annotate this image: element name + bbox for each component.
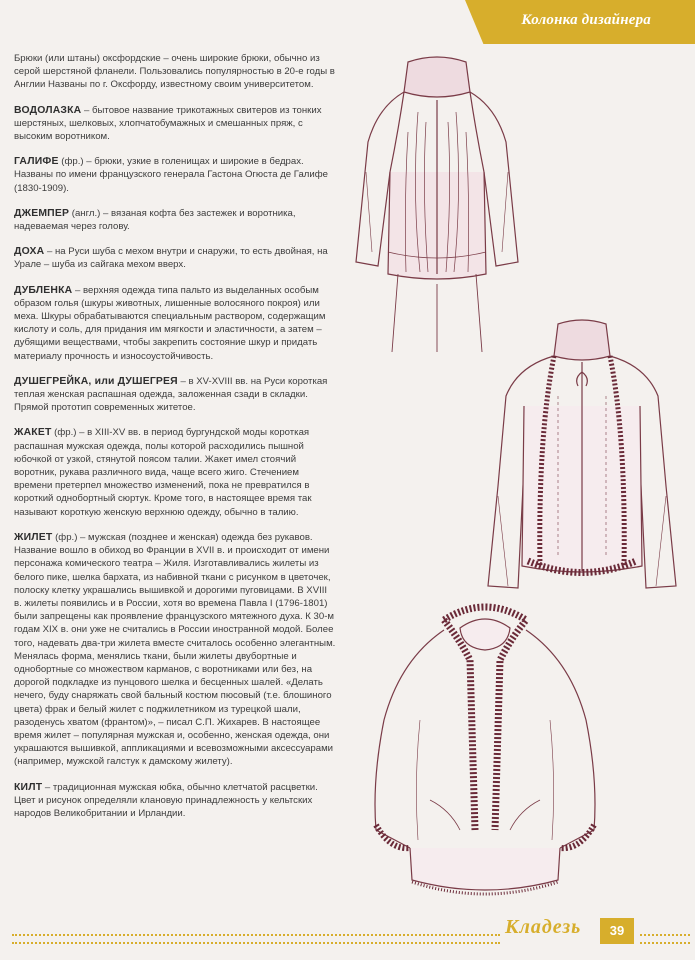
page-number: 39 [609, 923, 625, 938]
entry-body: – в XV-XVIII вв. на Руси короткая теплая женская распашная одежда, заложенная сзади в складки. Прямой прототип современных житетое. [14, 375, 328, 414]
entry-body: – бытовое название трикотажных свитеров из тонких шерстяных, шелковых, хлопчатобумажных и смешанных пряж, с высоким воротником. [14, 104, 322, 143]
column-title: Колонка дизайнера [521, 12, 651, 28]
entry-body: – традиционная мужская юбка, обычно клетчатой расцветки. Цвет и рисунок определяли клановую принадлежность у кельтских народов Великобритании и Ирландии. [14, 781, 318, 819]
glossary-entry-kilt [14, 781, 336, 821]
glossary-entry-galife [14, 155, 336, 195]
entry-body: – на Руси шуба с мехом внутри и снаружи, то есть двойная, на Урале – шуба из сайгака мехом вверх. [14, 246, 328, 271]
fur-collar-coat-sketch [360, 600, 610, 910]
entry-term: ДУШЕГРЕЙКА, или ДУШЕГРЕЯ [14, 375, 178, 387]
entry-term: ДУБЛЕНКА [14, 284, 73, 296]
glossary-entry-vodolazka [14, 104, 336, 144]
glossary-entry-zhilet [14, 531, 336, 769]
glossary-entry-dushegreika [14, 375, 336, 415]
entry-term: ДЖЕМПЕР [14, 207, 70, 219]
entry-term: ЖАКЕТ [14, 427, 52, 439]
entry-body: (англ.) – вязаная кофта без застежек и воротника, надеваемая через голову. [14, 207, 296, 233]
entry-body: (фр.) – брюки, узкие в голенищах и широкие в бедрах. Названы по имени французского генерала Гастона Огюста де Галифе (1830-1909). [14, 156, 328, 194]
glossary-entry-dokha [14, 245, 336, 271]
entry-body: Брюки (или штаны) оксфордские – очень широкие брюки, обычно из серой шерстяной фланели. Пользовались популярностью в 20-е годы в Англии Названы по г. Оксфорду, известному своим университетом. [14, 53, 335, 91]
entry-body: (фр.) – в XIII-XV вв. в период бургундской моды короткая распашная мужская одежда, полы которой расходились пышной юбочкой от узкой, стянутой поясом талии. Жакет имел стоячий воротник, рукава различного вида, чаще всего жиго. Стечением времени претерпел множество изменений, пока не превратился в короткий однобортный сюртук. Кроме того, в настоящее время так называют короткую женскую верхнюю одежду, обычно в талию. [14, 427, 312, 518]
entry-term: КИЛТ [14, 781, 43, 793]
fur-trimmed-vest-sketch [478, 316, 686, 616]
footer-brand: Кладезь [505, 916, 582, 938]
entry-term: ДОХА [14, 246, 45, 258]
turtleneck-sweater-sketch [348, 52, 526, 352]
entry-term: ЖИЛЕТ [14, 531, 53, 543]
entry-term: ГАЛИФЕ [14, 156, 59, 168]
entry-term: ВОДОЛАЗКА [14, 104, 82, 116]
glossary-entry-jacket [14, 426, 336, 518]
footer-rule-right [640, 934, 690, 944]
entry-body: (фр.) – мужская (позднее и женская) одежда без рукавов. Название вошло в обиход во Франции в XVII в. и происходит от имени персонажа комического театра – Жиля. Изготавливались жилеты из белого пике, шелка бархата, из набивной ткани с рисунком в цветочек, полоску клетку украшались вышивкой и дорогими пуговицами. В XVIII в. жилеты появились и в России, хотя во времена Павла I (1796-1801) были запрещены как проявление французского мятежного духа. К 30-м годам XIX в. они уже не считались в России иностранной модой. Более того, надевать два-три жилета вместе считалось особенно элегантным. Менялась форма, менялись ткани, были жилеты двубортные и однобортные со множеством карманов, с воротниками или без, на дорогой подкладке из пунцового шелка и бесценных шалей. «Делать нечего, буду снаряжать свой бальный костюм пюсовый (т.е. блошиного цвета) фрак и белый жилет с поджилетником из турецкой шали, разоденусь хватом (франтом)», – писал С.П. Жихарев. В настоящее время жилет – популярная мужская и, особенно, женская одежда, они украшаются вышивкой, аппликациями и всевозможными аксессуарами (например, мужской галстук к дамскому жилету). [14, 531, 336, 768]
footer-rule-left [12, 934, 500, 944]
glossary-entry-jumper [14, 207, 336, 233]
entry-body: – верхняя одежда типа пальто из выделанных особым образом голья (шкуры животных, лишенные волосяного покроя) или меха. Шкуры обрабатываются специальным раствором, содержащим кислоту и соль, для придания им мягкости и эластичности, а затем – дубящими веществами, чтобы закрепить состояние шкур и придать материалу прочность и износоустойчивость. [14, 284, 326, 362]
glossary-column [14, 52, 336, 832]
glossary-entry-oxford-trousers [14, 52, 336, 92]
glossary-entry-dublenka [14, 284, 336, 363]
